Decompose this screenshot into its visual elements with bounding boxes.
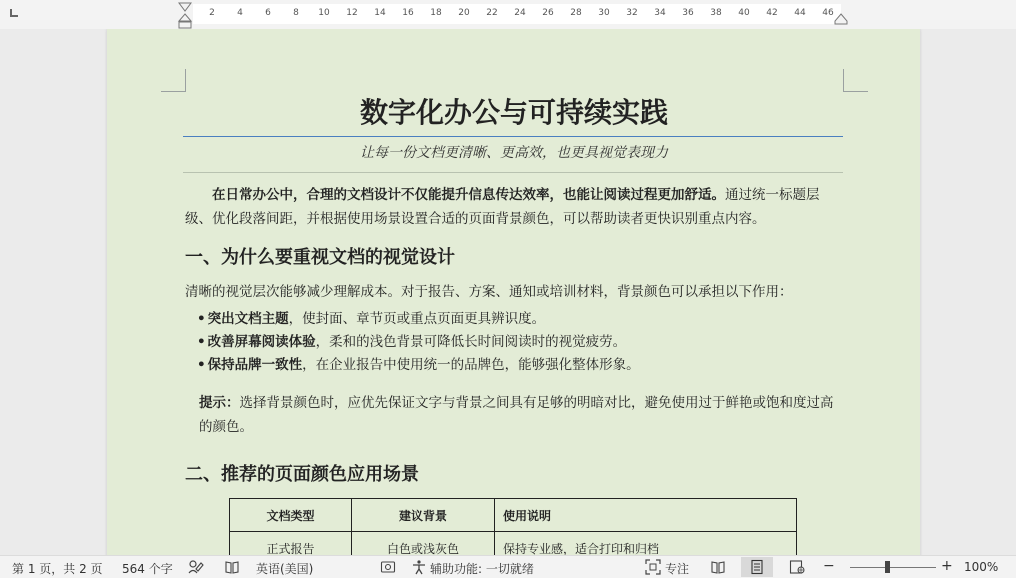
ruler-tick-label: 38 [710,8,722,18]
ruler-tick-label: 6 [265,8,271,18]
intro-bold-text: 在日常办公中，合理的文档设计不仅能提升信息传达效率，也能让阅读过程更加舒适。 [212,187,725,203]
bullet-bold: 保持品牌一致性 [207,357,303,373]
zoom-out-button[interactable]: − [823,558,835,574]
page-info[interactable]: 第 1 页，共 2 页 [12,562,103,576]
ruler-tick-label: 44 [794,8,806,18]
intro-paragraph [185,183,845,231]
bullet-dot: • [197,357,206,373]
horizontal-ruler[interactable] [0,0,1016,30]
table-row [230,532,797,556]
focus-mode-icon[interactable] [645,559,661,575]
status-bar [0,555,1016,578]
zoom-level[interactable]: 100% [964,560,999,574]
color-scenario-table [229,498,797,555]
language-indicator[interactable]: 英语(美国) [256,562,314,576]
ruler-tick-label: 26 [542,8,554,18]
word-count[interactable]: 564 个字 [122,562,173,576]
ruler-tick-label: 42 [766,8,778,18]
ruler-tick-label: 22 [486,8,498,18]
list-item [197,354,640,377]
ruler-tick-label: 2 [209,8,215,18]
section2-heading: 二、推荐的页面颜色应用场景 [185,464,419,485]
table-header-cell: 建议背景 [352,499,495,532]
bullet-text: ，柔和的浅色背景可降低长时间阅读时的视觉疲劳。 [315,334,627,350]
ruler-tick-label: 20 [458,8,470,18]
tip-paragraph [199,391,839,439]
table-cell: 保持专业感，适合打印和归档 [495,532,797,556]
macro-recording-icon[interactable] [380,559,396,575]
ruler-tick-label: 4 [237,8,243,18]
table-header-cell: 文档类型 [230,499,352,532]
list-item [197,308,640,331]
bullet-bold: 改善屏幕阅读体验 [207,334,316,350]
crop-mark-top-left [161,69,186,92]
accessibility-icon[interactable] [411,559,427,575]
table-header-cell: 使用说明 [495,499,797,532]
ruler-tick-label: 10 [318,8,330,18]
ruler-tick-label: 24 [514,8,526,18]
zoom-in-button[interactable]: + [941,558,953,574]
web-layout-icon[interactable] [789,559,805,575]
bullet-dot: • [197,311,206,327]
crop-mark-top-right [843,69,868,92]
table-cell: 白色或浅灰色 [352,532,495,556]
read-aloud-book-icon[interactable] [224,559,240,575]
zoom-slider-track[interactable] [850,567,936,568]
table-header-row [230,499,797,532]
ruler-tick-label: 30 [598,8,610,18]
ruler-tick-label: 16 [402,8,414,18]
ruler-tick-label: 32 [626,8,638,18]
bullet-text: ，在企业报告中使用统一的品牌色，能够强化整体形象。 [302,357,640,373]
ruler-tick-label: 14 [374,8,386,18]
bullet-list [197,308,640,377]
bullet-text: ，使封面、章节页或重点页面更具辨识度。 [288,311,546,327]
tip-label: 提示： [199,395,240,411]
ruler-tick-label: 18 [430,8,442,18]
print-layout-icon[interactable] [749,559,765,575]
document-title: 数字化办公与可持续实践 [359,96,668,129]
tab-stop-selector-icon[interactable] [10,9,18,17]
read-mode-icon[interactable] [710,559,726,575]
zoom-slider-thumb[interactable] [885,561,890,573]
ruler-tick-label: 8 [293,8,299,18]
ruler-tick-label: 34 [654,8,666,18]
ruler-tick-label: 28 [570,8,582,18]
ruler-tick-label: 46 [822,8,834,18]
bullet-bold: 突出文档主题 [207,311,289,327]
table-cell: 正式报告 [230,532,352,556]
ruler-tick-label: 40 [738,8,750,18]
tip-text: 选择背景颜色时，应优先保证文字与背景之间具有足够的明暗对比，避免使用过于鲜艳或饱和度过高的颜色。 [199,395,834,435]
right-indent-marker-icon[interactable] [834,13,848,25]
focus-mode-label[interactable]: 专注 [665,562,690,576]
section1-heading: 一、为什么要重视文档的视觉设计 [185,247,455,268]
subtitle-underline [183,172,843,173]
bullet-dot: • [197,334,206,350]
ruler-tick-label: 36 [682,8,694,18]
title-underline [183,136,843,137]
document-subtitle: 让每一份文档更清晰、更高效，也更具视觉表现力 [360,145,668,161]
document-page[interactable] [107,29,920,555]
text-predictions-icon[interactable] [188,559,204,575]
ruler-tick-label: 12 [346,8,358,18]
indent-marker-icon[interactable] [177,1,193,29]
section1-paragraph: 清晰的视觉层次能够减少理解成本。对于报告、方案、通知或培训材料，背景颜色可以承担以下作用： [185,284,793,300]
document-workspace[interactable] [0,29,1016,555]
intro-text: 通过统一标题层级、优化段落间距，并根据使用场景设置合适的页面背景颜色，可以帮助读者更快识别重点内容。 [185,187,820,227]
accessibility-status[interactable]: 辅助功能: 一切就绪 [430,562,534,576]
list-item [197,331,640,354]
